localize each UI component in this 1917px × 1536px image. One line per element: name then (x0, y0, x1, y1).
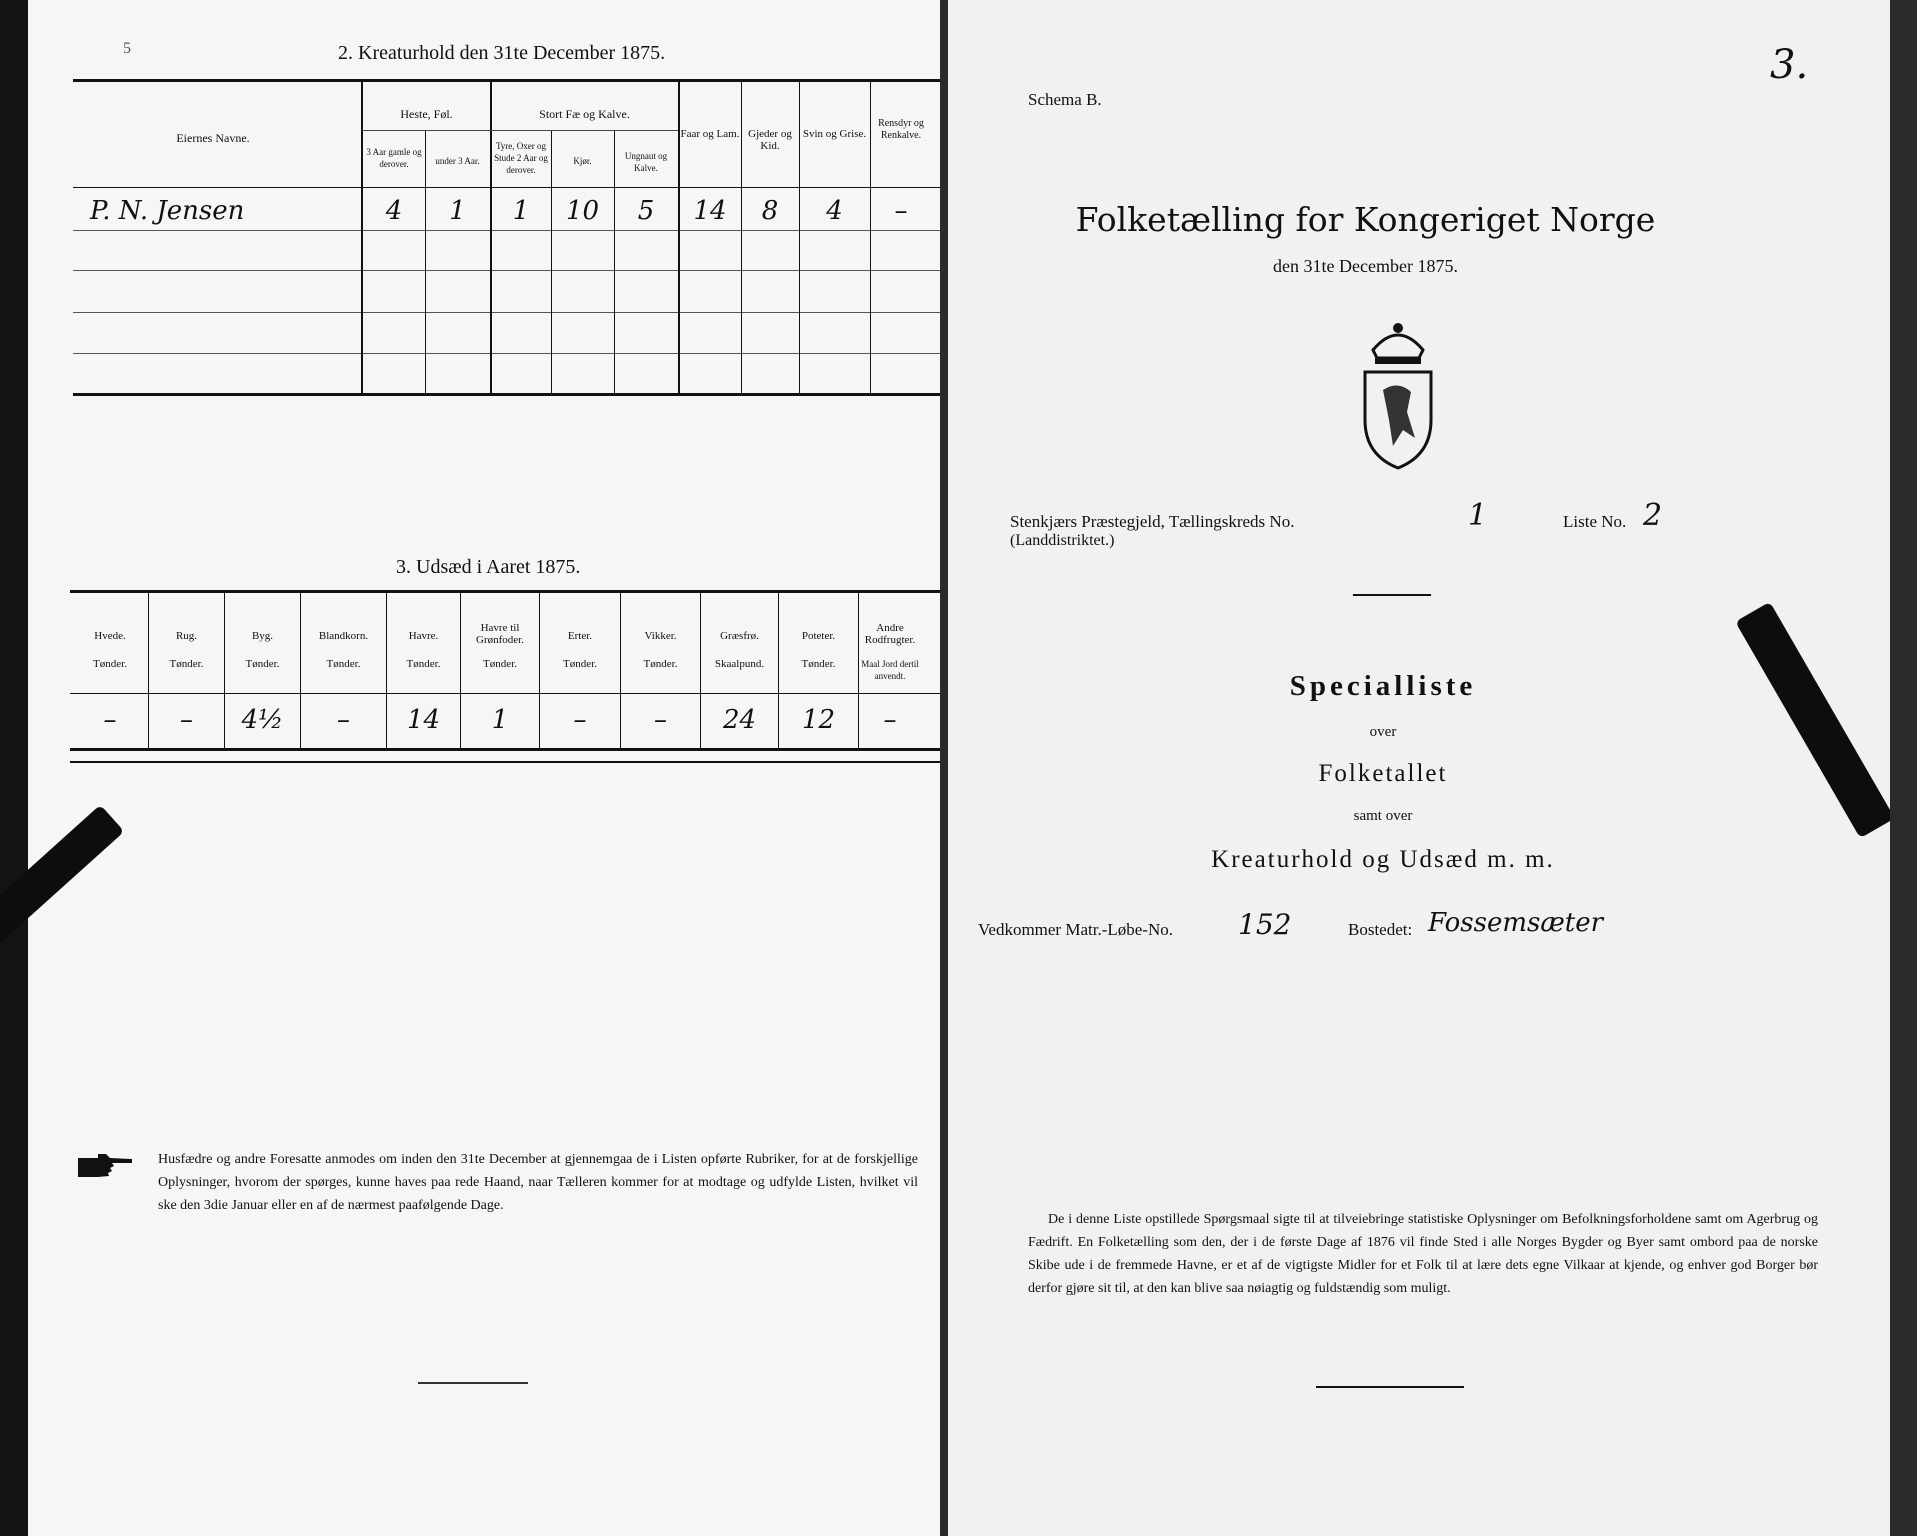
rule (70, 748, 943, 751)
col-header: Svin og Grise. (802, 128, 867, 140)
horses-header: Heste, Føl. (400, 107, 453, 121)
udsaed-value: 12 (801, 705, 836, 735)
udsaed-value: 24 (722, 705, 757, 735)
value-cell: 1 (449, 196, 466, 226)
udsaed-value: 4½ (241, 705, 284, 735)
udsaed-value: – (103, 705, 117, 735)
kreaturhold-text: Kreaturhold og Udsæd m. m. (1211, 846, 1555, 873)
udsaed-value: 1 (491, 705, 509, 735)
udsaed-value: – (180, 705, 193, 735)
rule (1316, 1386, 1464, 1388)
udsaed-unit: Tønder. (406, 658, 441, 670)
value-cell: 1 (512, 196, 530, 226)
udsaed-header: Andre Rodfrugter. (864, 622, 916, 646)
left-page (28, 0, 943, 1536)
rule (73, 353, 943, 354)
value-cell: 8 (761, 196, 779, 226)
udsaed-header: Rug. (175, 630, 198, 642)
main-title: Folketælling for Kongeriget Norge (1075, 200, 1656, 239)
udsaed-header: Blandkorn. (318, 630, 369, 642)
rule (73, 393, 943, 396)
district-sub: (Landdistriktet.) (1010, 532, 1115, 549)
over-text: over (1369, 724, 1397, 740)
col-header: Faar og Lam. (680, 128, 740, 140)
bosted-label: Bostedet: (1348, 920, 1413, 939)
district-line: Stenkjærs Præstegjeld, Tællingskreds No. (1010, 512, 1295, 531)
udsaed-header: Erter. (567, 630, 593, 642)
udsaed-unit: Tønder. (643, 658, 678, 670)
rule (73, 230, 943, 231)
cattle-header: Stort Fæ og Kalve. (539, 107, 630, 121)
special-title: Specialliste (1289, 670, 1477, 702)
right-page (948, 0, 1917, 1536)
samt-over-text: samt over (1353, 808, 1413, 824)
udsaed-header: Hvede. (94, 630, 126, 642)
udsaed-value: – (654, 705, 667, 735)
closing-text: De i denne Liste opstillede Spørgsmaal sigte til at tilveiebringe statistiske Oplysninger om Befolkningsforholdene samt om Agerbrug og Fædrift. En Folketælling som den, der i de første Dage af 1876 vil finde Sted i alle Norges Bygder og Byer samt ombord paa de norske Skibe ude i de fremmede Havne, er et af de vigtigste Midler for et Folk til at lære dets egne Vilkaar at kjende, og enhver god Borger bør derfor gjøre sit til, at den kan blive saa nøiagtig og fuldstændig som muligt. (1028, 1212, 1818, 1296)
udsaed-unit: Tønder. (169, 658, 204, 670)
bosted-value: Fossemsæter (1428, 908, 1604, 938)
folketallet-text: Folketallet (1318, 760, 1448, 787)
col-header: 3 Aar gamle og derover. (366, 147, 422, 169)
col-divider (361, 80, 363, 395)
matr-label: Vedkommer Matr.-Løbe-No. (978, 920, 1173, 939)
udsaed-header: Havre. (408, 630, 439, 642)
value-cell: 4 (385, 196, 403, 226)
col-divider (551, 130, 552, 395)
rule (73, 187, 943, 188)
rule (1353, 594, 1431, 596)
udsaed-unit: Tønder. (801, 658, 836, 670)
value-cell: 5 (637, 196, 655, 226)
section3-title: 3. Udsæd i Aaret 1875. (396, 556, 581, 578)
col-header: Tyre, Oxer og Stude 2 Aar og derover. (494, 141, 548, 175)
value-cell: – (894, 196, 908, 226)
corner-mark: 5 (123, 40, 131, 57)
liste-no: 2 (1643, 498, 1663, 533)
udsaed-unit: Tønder. (563, 658, 597, 670)
rule (362, 130, 678, 131)
value-cell: 4 (826, 196, 843, 226)
page-number: 3. (1770, 42, 1809, 88)
udsaed-value: – (337, 705, 350, 735)
col-header: Kjør. (573, 156, 592, 166)
norway-coat-of-arms-icon (1353, 320, 1443, 470)
rule (73, 270, 943, 271)
rule (73, 312, 943, 313)
udsaed-unit: Tønder. (245, 658, 280, 670)
udsaed-header: Byg. (251, 630, 274, 642)
udsaed-unit: Maal Jord dertil anvendt. (861, 659, 919, 681)
date-line: den 31te December 1875. (1273, 256, 1458, 276)
rule (418, 1382, 528, 1384)
col-header: Rensdyr og Renkalve. (878, 118, 924, 141)
udsaed-value: 14 (406, 705, 441, 735)
udsaed-value: – (573, 705, 587, 735)
udsaed-value: – (883, 705, 897, 735)
pointing-hand-icon (76, 1150, 136, 1180)
value-cell: 10 (565, 196, 600, 226)
udsaed-header: Poteter. (801, 630, 836, 642)
owner-header: Eiernes Navne. (176, 131, 250, 145)
owner-name: P. N. Jensen (90, 196, 245, 226)
col-divider (490, 80, 492, 395)
udsaed-header: Havre til Grønfoder. (476, 622, 524, 646)
schema-label: Schema B. (1028, 90, 1102, 109)
udsaed-unit: Tønder. (326, 658, 361, 670)
kreds-no: 1 (1468, 498, 1488, 533)
col-header: under 3 Aar. (435, 156, 480, 166)
udsaed-unit: Skaalpund. (714, 658, 765, 670)
rule (73, 79, 943, 82)
udsaed-header: Vikker. (644, 630, 677, 642)
col-header: Ungnaut og Kalve. (624, 151, 668, 173)
notice-text: Husfædre og andre Foresatte anmodes om inden den 31te December at gjennemgaa de i Listen opførte Rubriker, for at de forskjellige Oplysninger, hvorom der spørges, kunne haves paa rede Haand, naar Tælleren kommer for at modtage og udfylde Listen, hvilket vil ske den 3die Januar eller en af de nærmest paafølgende Dage. (158, 1152, 918, 1213)
rule (70, 693, 943, 694)
matr-value: 152 (1238, 908, 1292, 941)
section2-title: 2. Kreaturhold den 31te December 1875. (338, 42, 666, 64)
page-edge (1890, 0, 1917, 1536)
udsaed-unit: Tønder. (93, 658, 127, 670)
rule (70, 761, 943, 763)
liste-label: Liste No. (1563, 512, 1627, 531)
value-cell: 14 (693, 196, 727, 226)
col-divider (425, 130, 426, 395)
rule (70, 590, 943, 593)
udsaed-header: Græsfrø. (720, 630, 759, 642)
col-header: Gjeder og Kid. (748, 128, 792, 152)
udsaed-unit: Tønder. (483, 658, 517, 670)
